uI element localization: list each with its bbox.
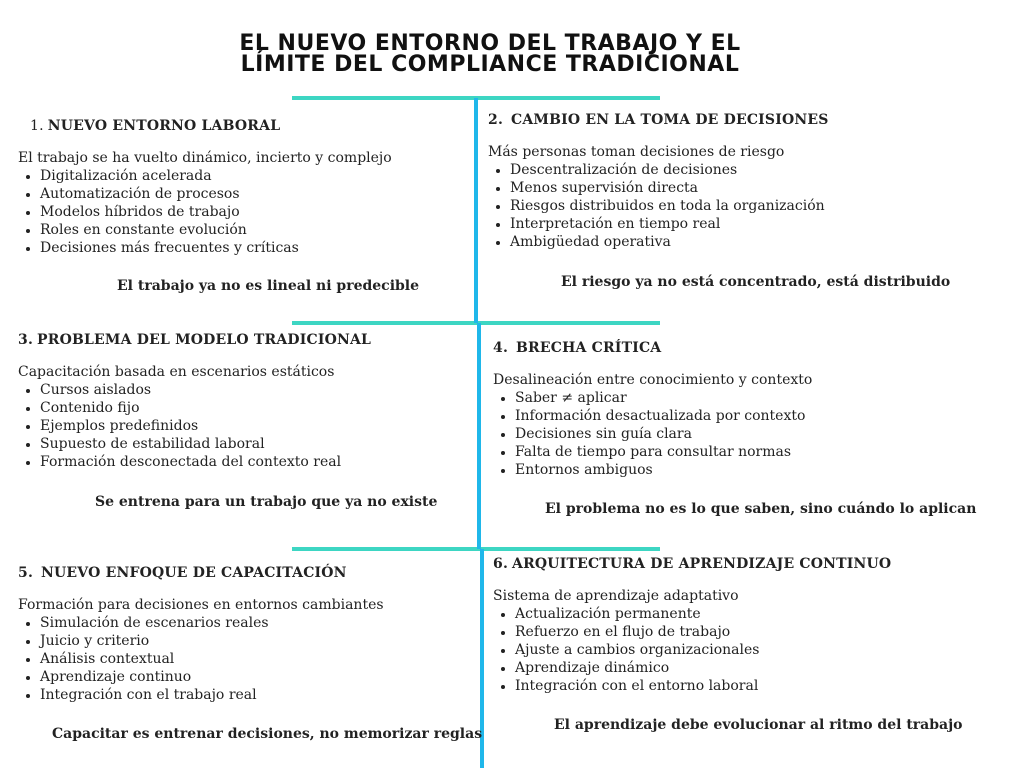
list-item: Aprendizaje dinámico bbox=[493, 659, 1013, 677]
list-item: Riesgos distribuidos en toda la organización bbox=[488, 197, 1008, 215]
section-1-title bbox=[30, 117, 458, 135]
section-2-title bbox=[488, 111, 1008, 129]
section-4-heading: BRECHA CRÍTICA bbox=[516, 340, 662, 356]
section-1-number: 1. bbox=[30, 118, 44, 134]
section-5 bbox=[18, 564, 483, 764]
section-3-conclusion: Se entrena para un trabajo que ya no existe bbox=[95, 494, 438, 510]
section-1 bbox=[18, 117, 458, 317]
list-item: Simulación de escenarios reales bbox=[18, 614, 458, 632]
section-5-list bbox=[18, 614, 458, 704]
section-2-heading: CAMBIO EN LA TOMA DE DECISIONES bbox=[511, 112, 829, 128]
section-4-title bbox=[493, 339, 1013, 357]
section-3-number: 3. bbox=[18, 332, 34, 348]
section-3-heading: PROBLEMA DEL MODELO TRADICIONAL bbox=[37, 332, 372, 348]
list-item: Roles en constante evolución bbox=[18, 221, 458, 239]
list-item: Descentralización de decisiones bbox=[488, 161, 1008, 179]
list-item: Decisiones sin guía clara bbox=[493, 425, 1013, 443]
list-item: Cursos aislados bbox=[18, 381, 458, 399]
list-item: Ejemplos predefinidos bbox=[18, 417, 458, 435]
title-line-2: LÍMITE DEL COMPLIANCE TRADICIONAL bbox=[240, 52, 740, 77]
vertical-divider-middle bbox=[477, 323, 481, 549]
list-item: Análisis contextual bbox=[18, 650, 458, 668]
section-2-conclusion: El riesgo ya no está concentrado, está distribuido bbox=[561, 274, 951, 290]
section-3 bbox=[18, 331, 458, 531]
section-3-title bbox=[18, 331, 458, 349]
section-6-number: 6. bbox=[493, 556, 509, 572]
list-item: Menos supervisión directa bbox=[488, 179, 1008, 197]
section-6-intro: Sistema de aprendizaje adaptativo bbox=[493, 588, 739, 604]
section-6-title bbox=[493, 555, 1013, 573]
section-1-intro: El trabajo se ha vuelto dinámico, incierto y complejo bbox=[18, 150, 392, 166]
list-item: Refuerzo en el flujo de trabajo bbox=[493, 623, 1013, 641]
section-4-list bbox=[493, 389, 1013, 479]
section-4 bbox=[493, 339, 1013, 539]
list-item: Actualización permanente bbox=[493, 605, 1013, 623]
section-6-heading: ARQUITECTURA DE APRENDIZAJE CONTINUO bbox=[512, 556, 892, 572]
section-3-intro: Capacitación basada en escenarios estáticos bbox=[18, 364, 335, 380]
list-item: Ajuste a cambios organizacionales bbox=[493, 641, 1013, 659]
list-item: Integración con el trabajo real bbox=[18, 686, 458, 704]
list-item: Contenido fijo bbox=[18, 399, 458, 417]
list-item: Falta de tiempo para consultar normas bbox=[493, 443, 1013, 461]
list-item: Modelos híbridos de trabajo bbox=[18, 203, 458, 221]
list-item: Digitalización acelerada bbox=[18, 167, 458, 185]
section-1-heading: NUEVO ENTORNO LABORAL bbox=[47, 118, 281, 134]
list-item: Interpretación en tiempo real bbox=[488, 215, 1008, 233]
section-5-intro: Formación para decisiones en entornos cambiantes bbox=[18, 597, 384, 613]
section-2 bbox=[488, 111, 1008, 311]
section-2-intro: Más personas toman decisiones de riesgo bbox=[488, 144, 785, 160]
list-item: Juicio y criterio bbox=[18, 632, 458, 650]
title-line-1: EL NUEVO ENTORNO DEL TRABAJO Y EL bbox=[239, 31, 741, 56]
list-item: Aprendizaje continuo bbox=[18, 668, 458, 686]
vertical-divider-upper bbox=[474, 98, 478, 323]
section-4-number: 4. bbox=[493, 340, 509, 356]
section-5-conclusion: Capacitar es entrenar decisiones, no memorizar reglas bbox=[52, 726, 483, 742]
section-5-title bbox=[18, 564, 458, 582]
list-item: Supuesto de estabilidad laboral bbox=[18, 435, 458, 453]
list-item: Decisiones más frecuentes y críticas bbox=[18, 239, 458, 257]
section-4-conclusion: El problema no es lo que saben, sino cuándo lo aplican bbox=[545, 501, 977, 517]
section-6-list bbox=[493, 605, 1013, 695]
list-item: Formación desconectada del contexto real bbox=[18, 453, 458, 471]
list-item: Automatización de procesos bbox=[18, 185, 458, 203]
page-title bbox=[0, 33, 980, 75]
section-5-number: 5. bbox=[18, 565, 34, 581]
list-item: Entornos ambiguos bbox=[493, 461, 1013, 479]
list-item: Saber ≠ aplicar bbox=[493, 389, 1013, 407]
section-6-conclusion: El aprendizaje debe evolucionar al ritmo del trabajo bbox=[554, 717, 963, 733]
section-3-list bbox=[18, 381, 458, 471]
list-item: Ambigüedad operativa bbox=[488, 233, 1008, 251]
section-4-intro: Desalineación entre conocimiento y contexto bbox=[493, 372, 813, 388]
list-item: Información desactualizada por contexto bbox=[493, 407, 1013, 425]
section-1-conclusion: El trabajo ya no es lineal ni predecible bbox=[117, 278, 420, 294]
section-2-number: 2. bbox=[488, 112, 504, 128]
list-item: Integración con el entorno laboral bbox=[493, 677, 1013, 695]
section-2-list bbox=[488, 161, 1008, 251]
section-5-heading: NUEVO ENFOQUE DE CAPACITACIÓN bbox=[41, 565, 347, 581]
section-1-list bbox=[18, 167, 458, 257]
section-6 bbox=[493, 555, 1013, 755]
middle-divider-2 bbox=[292, 547, 660, 551]
